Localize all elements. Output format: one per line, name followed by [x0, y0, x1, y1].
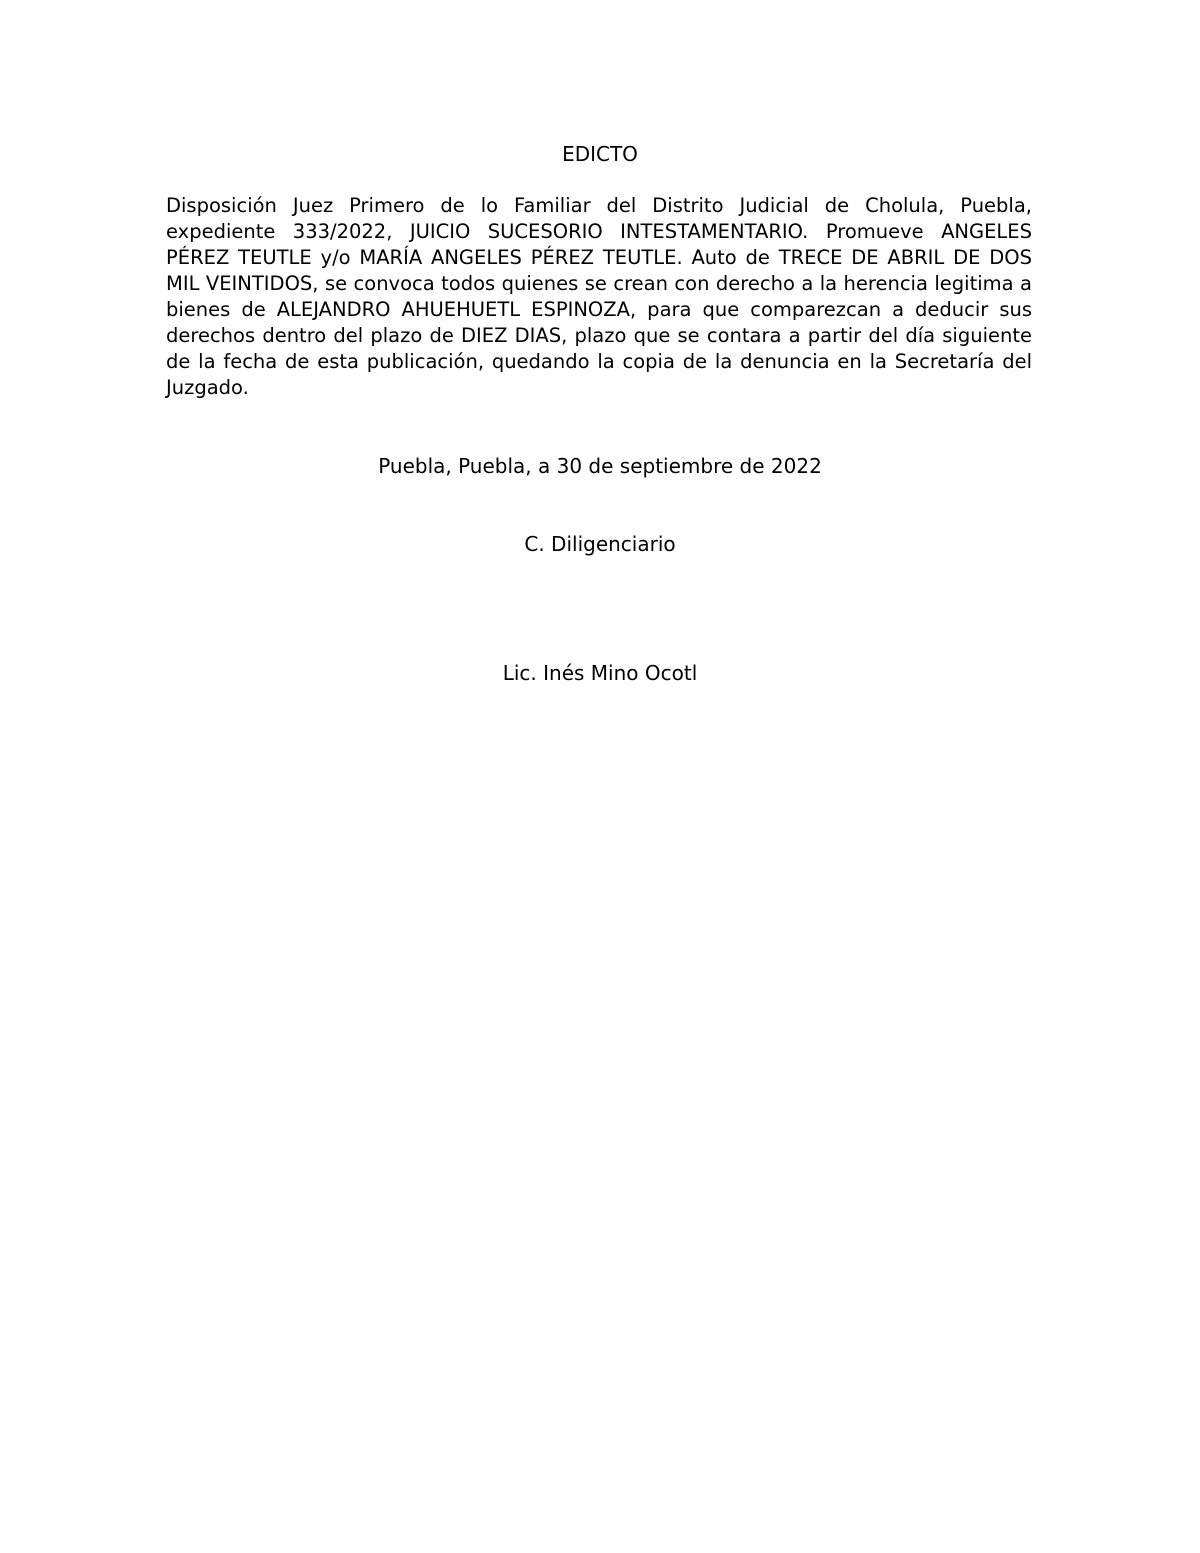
document-title: EDICTO — [562, 142, 638, 166]
signatory-role: C. Diligenciario — [524, 532, 676, 556]
place-and-date: Puebla, Puebla, a 30 de septiembre de 2022 — [378, 454, 822, 478]
signatory-name: Lic. Inés Mino Ocotl — [502, 661, 698, 685]
edict-body-paragraph: Disposición Juez Primero de lo Familiar del Distrito Judicial de Cholula, Puebla, expediente 333/2022, JUICIO SUCESORIO INTESTAMENTARIO. Promueve ANGELES PÉREZ TEUTLE y/o MARÍA ANGELES PÉREZ TEUTLE. Auto de TRECE DE ABRIL DE DOS MIL VEINTIDOS, se convoca todos quienes se crean con derecho a la herencia legitima a bienes de ALEJANDRO AHUEHUETL ESPINOZA, para que comparezcan a deducir sus derechos dentro del plazo de DIEZ DIAS, plazo que se contara a partir del día siguiente de la fecha de esta publicación, quedando la copia de la denuncia en la Secretaría del Juzgado. — [166, 194, 1032, 399]
